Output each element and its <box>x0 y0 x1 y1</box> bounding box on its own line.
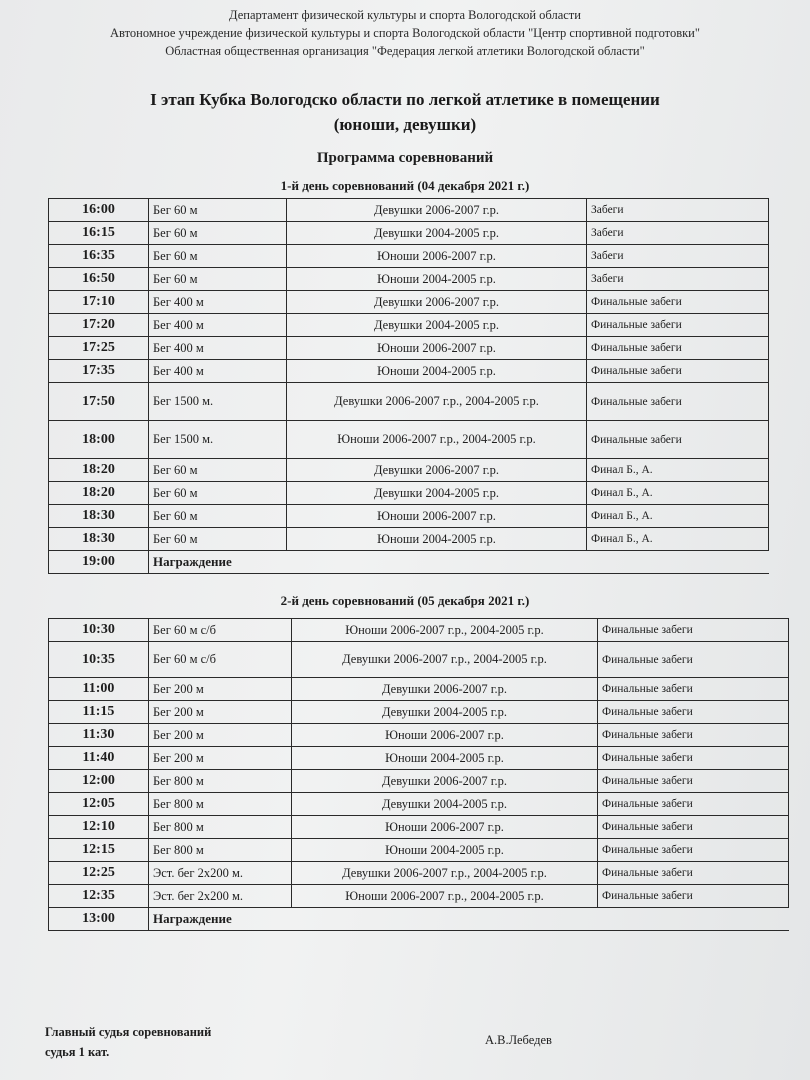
award-row <box>49 551 769 574</box>
group-cell: Юноши 2006-2007 г.р., 2004-2005 г.р. <box>292 619 598 642</box>
group-cell: Юноши 2006-2007 г.р., 2004-2005 г.р. <box>287 421 587 459</box>
event-cell: Бег 60 м <box>149 245 287 268</box>
schedule-row <box>49 337 769 360</box>
time-cell: 11:15 <box>49 701 149 724</box>
time-cell: 17:20 <box>49 314 149 337</box>
chief-judge-title: Главный судья соревнований <box>45 1025 212 1039</box>
time-cell: 18:00 <box>49 421 149 459</box>
header-department: Департамент физической культуры и спорта Вологодской области <box>229 8 581 22</box>
stage-cell: Забеги <box>587 199 769 222</box>
event-cell: Бег 200 м <box>149 678 292 701</box>
time-cell: 12:00 <box>49 770 149 793</box>
stage-cell: Финальные забеги <box>587 337 769 360</box>
award-time: 13:00 <box>49 908 149 931</box>
time-cell: 11:30 <box>49 724 149 747</box>
award-label: Награждение <box>149 551 769 574</box>
group-cell: Юноши 2004-2005 г.р. <box>292 839 598 862</box>
group-cell: Девушки 2006-2007 г.р. <box>287 291 587 314</box>
schedule-row <box>49 459 769 482</box>
event-cell: Бег 60 м <box>149 199 287 222</box>
stage-cell: Финальные забеги <box>598 793 789 816</box>
event-cell: Бег 60 м <box>149 528 287 551</box>
group-cell: Девушки 2006-2007 г.р. <box>292 770 598 793</box>
event-cell: Бег 60 м <box>149 222 287 245</box>
group-cell: Девушки 2004-2005 г.р. <box>292 701 598 724</box>
schedule-row <box>49 528 769 551</box>
group-cell: Девушки 2006-2007 г.р. <box>287 199 587 222</box>
event-cell: Бег 60 м <box>149 482 287 505</box>
group-cell: Девушки 2006-2007 г.р., 2004-2005 г.р. <box>287 383 587 421</box>
day2-heading: 2-й день соревнований (05 декабря 2021 г.) <box>280 593 530 608</box>
group-cell: Юноши 2004-2005 г.р. <box>287 268 587 291</box>
schedule-row <box>49 421 769 459</box>
group-cell: Юноши 2004-2005 г.р. <box>292 747 598 770</box>
event-cell: Бег 200 м <box>149 724 292 747</box>
schedule-row <box>49 222 769 245</box>
judge-category: судья 1 кат. <box>45 1045 110 1059</box>
stage-cell: Финальные забеги <box>598 885 789 908</box>
schedule-row <box>49 839 789 862</box>
event-cell: Бег 200 м <box>149 701 292 724</box>
stage-cell: Финальные забеги <box>598 862 789 885</box>
time-cell: 12:35 <box>49 885 149 908</box>
event-cell: Бег 60 м с/б <box>149 619 292 642</box>
group-cell: Девушки 2004-2005 г.р. <box>287 314 587 337</box>
time-cell: 17:10 <box>49 291 149 314</box>
stage-cell: Забеги <box>587 222 769 245</box>
stage-cell: Финальные забеги <box>598 724 789 747</box>
stage-cell: Финальные забеги <box>598 770 789 793</box>
group-cell: Девушки 2006-2007 г.р. <box>287 459 587 482</box>
time-cell: 18:20 <box>49 459 149 482</box>
day1-schedule-table <box>48 198 769 574</box>
group-cell: Юноши 2004-2005 г.р. <box>287 360 587 383</box>
event-cell: Бег 60 м <box>149 505 287 528</box>
event-cell: Бег 800 м <box>149 839 292 862</box>
time-cell: 17:50 <box>49 383 149 421</box>
time-cell: 17:35 <box>49 360 149 383</box>
document-title-subtitle: (юноши, девушки) <box>333 115 477 134</box>
schedule-row <box>49 678 789 701</box>
group-cell: Юноши 2004-2005 г.р. <box>287 528 587 551</box>
schedule-row <box>49 360 769 383</box>
group-cell: Девушки 2004-2005 г.р. <box>287 482 587 505</box>
schedule-row <box>49 885 789 908</box>
time-cell: 11:40 <box>49 747 149 770</box>
stage-cell: Забеги <box>587 245 769 268</box>
stage-cell: Финальные забеги <box>598 678 789 701</box>
group-cell: Юноши 2006-2007 г.р. <box>287 245 587 268</box>
time-cell: 18:20 <box>49 482 149 505</box>
group-cell: Девушки 2004-2005 г.р. <box>292 793 598 816</box>
schedule-row <box>49 268 769 291</box>
day1-heading: 1-й день соревнований (04 декабря 2021 г.) <box>280 178 530 193</box>
stage-cell: Финал Б., А. <box>587 505 769 528</box>
stage-cell: Финальные забеги <box>598 619 789 642</box>
stage-cell: Финальные забеги <box>598 839 789 862</box>
schedule-row <box>49 747 789 770</box>
schedule-row <box>49 770 789 793</box>
award-time: 19:00 <box>49 551 149 574</box>
stage-cell: Забеги <box>587 268 769 291</box>
group-cell: Девушки 2004-2005 г.р. <box>287 222 587 245</box>
time-cell: 12:05 <box>49 793 149 816</box>
schedule-row <box>49 642 789 678</box>
group-cell: Девушки 2006-2007 г.р. <box>292 678 598 701</box>
event-cell: Бег 60 м <box>149 268 287 291</box>
group-cell: Юноши 2006-2007 г.р., 2004-2005 г.р. <box>292 885 598 908</box>
event-cell: Бег 1500 м. <box>149 421 287 459</box>
time-cell: 18:30 <box>49 528 149 551</box>
program-title: Программа соревнований <box>316 150 494 166</box>
stage-cell: Финальные забеги <box>587 314 769 337</box>
time-cell: 10:35 <box>49 642 149 678</box>
event-cell: Бег 200 м <box>149 747 292 770</box>
event-cell: Бег 400 м <box>149 314 287 337</box>
time-cell: 12:25 <box>49 862 149 885</box>
stage-cell: Финальные забеги <box>587 291 769 314</box>
time-cell: 10:30 <box>49 619 149 642</box>
award-label: Награждение <box>149 908 789 931</box>
time-cell: 16:15 <box>49 222 149 245</box>
time-cell: 11:00 <box>49 678 149 701</box>
event-cell: Бег 1500 м. <box>149 383 287 421</box>
stage-cell: Финал Б., А. <box>587 459 769 482</box>
stage-cell: Финальные забеги <box>598 747 789 770</box>
stage-cell: Финальные забеги <box>598 816 789 839</box>
event-cell: Бег 400 м <box>149 360 287 383</box>
event-cell: Бег 400 м <box>149 337 287 360</box>
schedule-row <box>49 724 789 747</box>
event-cell: Эст. бег 2х200 м. <box>149 885 292 908</box>
schedule-row <box>49 314 769 337</box>
stage-cell: Финал Б., А. <box>587 482 769 505</box>
schedule-row <box>49 793 789 816</box>
award-row <box>49 908 789 931</box>
stage-cell: Финальные забеги <box>598 642 789 678</box>
schedule-row <box>49 291 769 314</box>
time-cell: 12:10 <box>49 816 149 839</box>
schedule-row <box>49 619 789 642</box>
schedule-row <box>49 383 769 421</box>
time-cell: 12:15 <box>49 839 149 862</box>
time-cell: 17:25 <box>49 337 149 360</box>
schedule-row <box>49 816 789 839</box>
group-cell: Юноши 2006-2007 г.р. <box>292 724 598 747</box>
judge-name: А.В.Лебедев <box>485 1033 552 1047</box>
schedule-row <box>49 245 769 268</box>
schedule-row <box>49 482 769 505</box>
stage-cell: Финальные забеги <box>587 421 769 459</box>
stage-cell: Финал Б., А. <box>587 528 769 551</box>
group-cell: Юноши 2006-2007 г.р. <box>287 505 587 528</box>
group-cell: Юноши 2006-2007 г.р. <box>287 337 587 360</box>
header-federation: Областная общественная организация "Федерация легкой атлетики Вологодской области" <box>165 44 645 58</box>
time-cell: 16:00 <box>49 199 149 222</box>
time-cell: 16:35 <box>49 245 149 268</box>
group-cell: Юноши 2006-2007 г.р. <box>292 816 598 839</box>
time-cell: 16:50 <box>49 268 149 291</box>
schedule-row <box>49 199 769 222</box>
stage-cell: Финальные забеги <box>598 701 789 724</box>
event-cell: Бег 800 м <box>149 770 292 793</box>
day2-schedule-table <box>48 618 789 931</box>
document-title: I этап Кубка Вологодско области по легкой атлетике в помещении <box>150 90 660 109</box>
event-cell: Эст. бег 2х200 м. <box>149 862 292 885</box>
event-cell: Бег 800 м <box>149 793 292 816</box>
group-cell: Девушки 2006-2007 г.р., 2004-2005 г.р. <box>292 642 598 678</box>
schedule-row <box>49 505 769 528</box>
header-institution: Автономное учреждение физической культуры и спорта Вологодской области "Центр спортивной подготовки" <box>110 26 700 40</box>
stage-cell: Финальные забеги <box>587 383 769 421</box>
event-cell: Бег 400 м <box>149 291 287 314</box>
group-cell: Девушки 2006-2007 г.р., 2004-2005 г.р. <box>292 862 598 885</box>
schedule-row <box>49 862 789 885</box>
stage-cell: Финальные забеги <box>587 360 769 383</box>
schedule-row <box>49 701 789 724</box>
event-cell: Бег 60 м <box>149 459 287 482</box>
time-cell: 18:30 <box>49 505 149 528</box>
event-cell: Бег 60 м с/б <box>149 642 292 678</box>
event-cell: Бег 800 м <box>149 816 292 839</box>
